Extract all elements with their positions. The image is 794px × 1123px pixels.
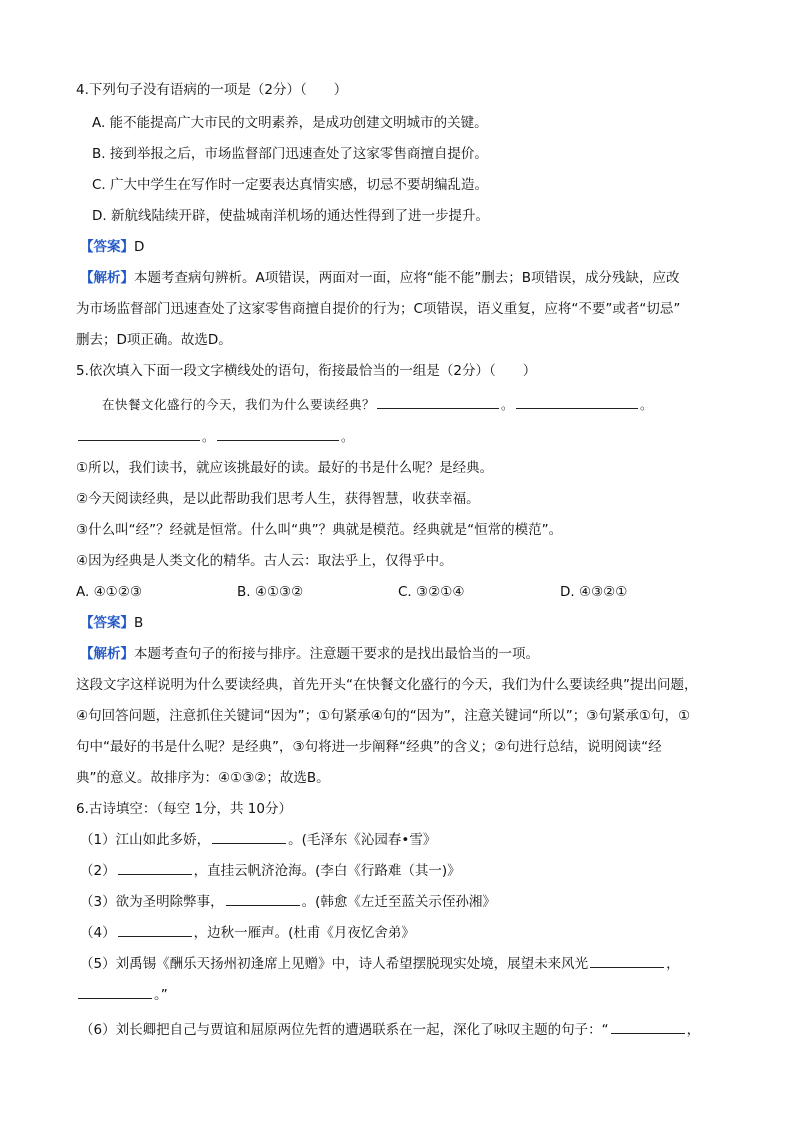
q6-line-5-cont: 。” <box>76 985 168 1005</box>
q4-analysis-line-2: 为市场监督部门迅速查处了这家零售商擅自提价的行为；C项错误，语义重复，应将“不要”或者“切忌” <box>76 301 681 317</box>
q5-analysis-line-2: 这段文字这样说明为什么要读经典，首先开头“在快餐文化盛行的今天，我们为什么要读经典”提出问题， <box>76 677 698 693</box>
answer-label: 【答案】 <box>80 239 134 255</box>
q5-answer <box>80 613 143 633</box>
q5-item-4: ④因为经典是人类文化的精华。古人云：取法乎上，仅得乎中。 <box>76 553 453 569</box>
blank-line <box>118 862 192 875</box>
q5-choice-b: B. ④①③② <box>237 584 304 600</box>
q5-answer-value: B <box>134 615 144 631</box>
analysis-label: 【解析】 <box>80 270 134 286</box>
q6-line-1: （1）江山如此多娇， 。(毛泽东《沁园春•雪》 <box>80 832 437 848</box>
q4-option-b: B. 接到举报之后，市场监督部门迅速查处了这家零售商擅自提价。 <box>92 146 488 162</box>
q6-line-4: （4） ，边秋一雁声。(杜甫《月夜忆舍弟》 <box>80 925 415 941</box>
q4-option-a: A. 能不能提高广大市民的文明素养，是成功创建文明城市的关键。 <box>92 115 488 131</box>
q4-answer-value: D <box>134 239 145 255</box>
q4-option-c: C. 广大中学生在写作时一定要表达真情实感，切忌不要胡编乱造。 <box>92 177 489 193</box>
q4-option-d: D. 新航线陆续开辟，使盐城南洋机场的通达性得到了进一步提升。 <box>92 208 489 224</box>
blank-line <box>212 831 286 844</box>
q4-analysis-line-1: 【解析】本题考查病句辨析。A项错误，两面对一面，应将“能不能”删去；B项错误，成分残缺，应改 <box>80 270 680 286</box>
q5-item-3: ③什么叫“经”？经就是恒常。什么叫“典”？典就是模范。经典就是“恒常的模范”。 <box>76 522 563 538</box>
blank-line <box>611 1021 685 1034</box>
blank-line <box>516 396 638 409</box>
answer-label: 【答案】 <box>80 615 134 631</box>
q4-answer <box>80 237 144 257</box>
q6-line-3: （3）欲为圣明除弊事， 。(韩愈《左迁至蓝关示侄孙湘》 <box>80 894 496 910</box>
analysis-label: 【解析】 <box>80 646 134 662</box>
q5-choice-a: A. ④①②③ <box>76 584 142 600</box>
q4-analysis-line-3: 删去；D项正确。故选D。 <box>76 332 232 348</box>
blank-line <box>78 986 152 999</box>
q5-analysis-line-1: 【解析】本题考查句子的衔接与排序。注意题干要求的是找出最恰当的一项。 <box>80 646 539 662</box>
q6-line-2: （2） ，直挂云帆济沧海。(李白《行路难（其一)》 <box>80 863 461 879</box>
q5-passage: 在快餐文化盛行的今天，我们为什么要读经典？ 。 。 <box>102 397 654 412</box>
blank-line <box>217 428 339 441</box>
q5-stem: 5.依次填入下面一段文字横线处的语句，衔接最恰当的一组是（2分）（ ） <box>76 363 537 379</box>
q5-analysis-line-5: 典”的意义。故排序为：④①③②；故选B。 <box>76 770 330 786</box>
q5-item-1: ①所以，我们读书，就应该挑最好的读。最好的书是什么呢？是经典。 <box>76 460 494 476</box>
q5-analysis-line-3: ④句回答问题，注意抓住关键词“因为”；①句紧承④句的“因为”，注意关键词“所以”；③句紧承①句，① <box>76 708 691 724</box>
blank-line <box>590 955 664 968</box>
q5-passage-blanks: 。 。 <box>76 427 354 447</box>
blank-line <box>226 893 300 906</box>
q6-line-5: （5）刘禹锡《酬乐天扬州初逢席上见赠》中，诗人希望摆脱现实处境，展望未来风光 ， <box>80 956 680 972</box>
q6-stem: 6.古诗填空：（每空 1分，共 10分） <box>76 801 292 817</box>
blank-line <box>118 924 192 937</box>
q6-line-6: （6）刘长卿把自己与贾谊和屈原两位先哲的遭遇联系在一起，深化了咏叹主题的句子：“ ， <box>80 1022 701 1038</box>
q4-stem: 4.下列句子没有语病的一项是（2分）（ ） <box>76 82 348 98</box>
q5-choice-c: C. ③②①④ <box>398 584 465 600</box>
blank-line <box>78 428 200 441</box>
q5-analysis-line-4: 句中“最好的书是什么呢？是经典”，③句将进一步阐释“经典”的含义；②句进行总结，说明阅读“经 <box>76 739 662 755</box>
q5-choice-d: D. ④③②① <box>560 584 628 600</box>
blank-line <box>377 396 499 409</box>
q5-item-2: ②今天阅读经典，是以此帮助我们思考人生，获得智慧，收获幸福。 <box>76 491 480 507</box>
